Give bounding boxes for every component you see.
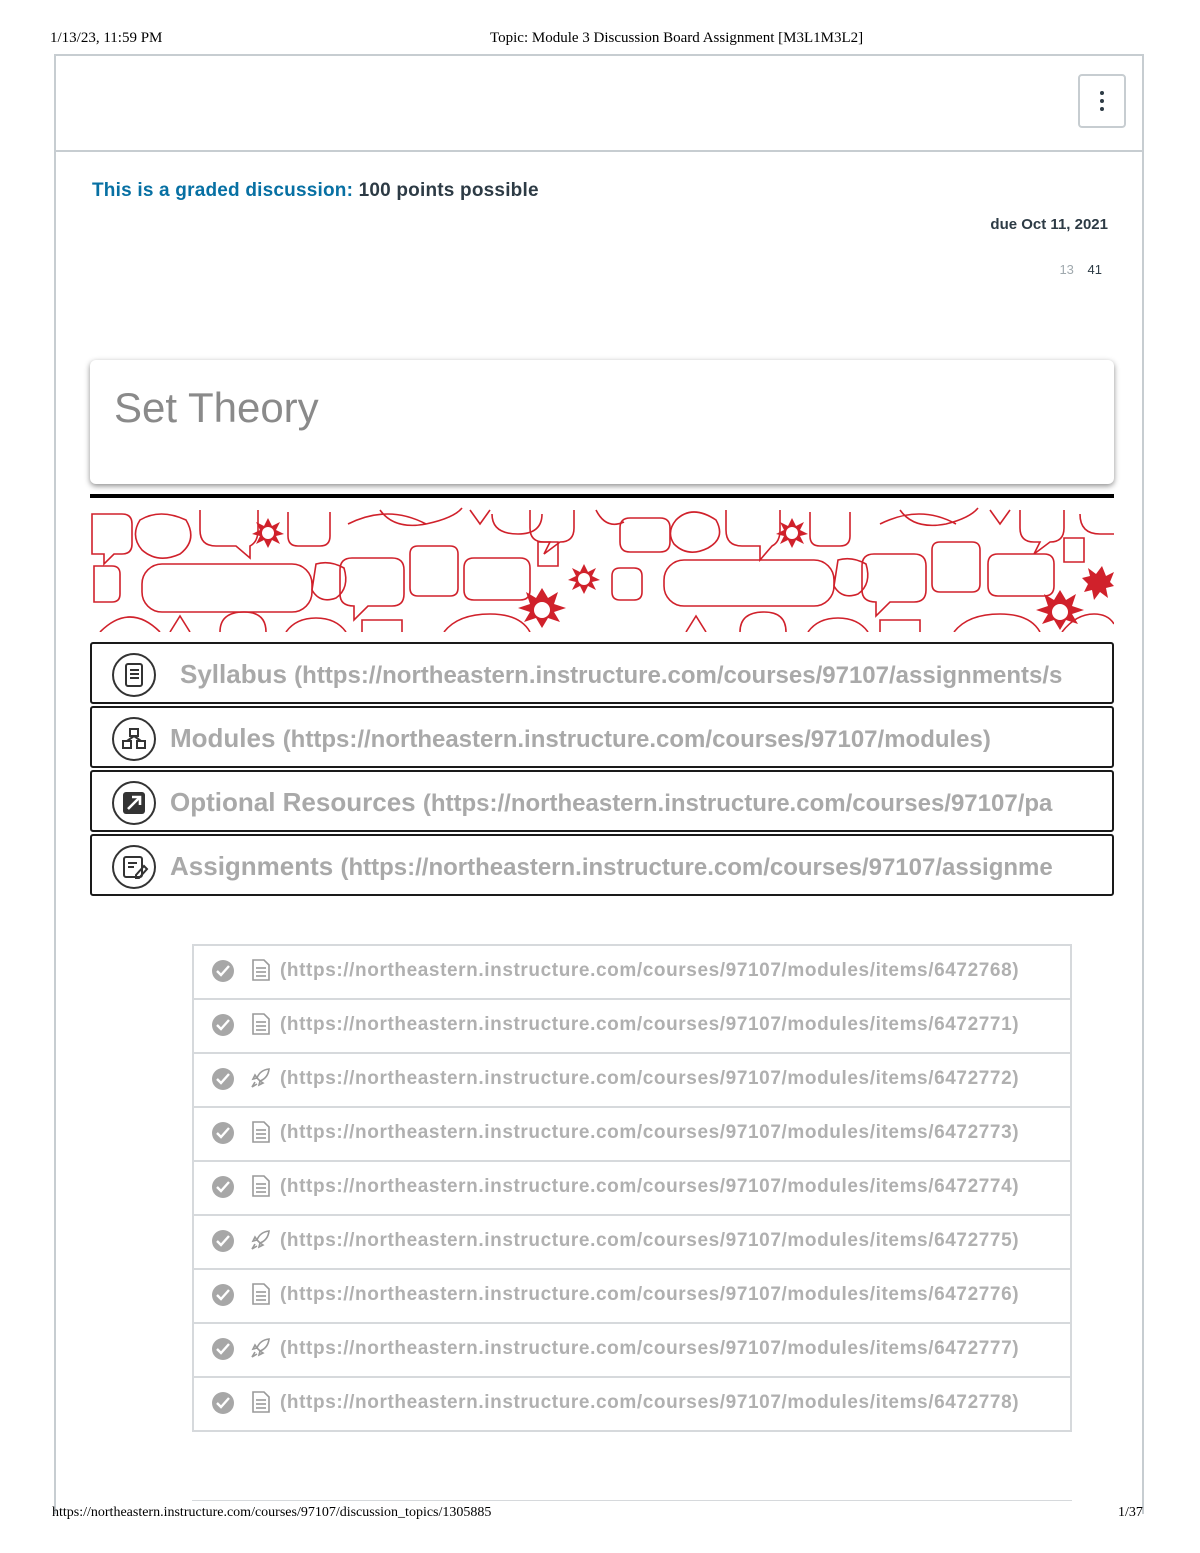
discussion-frame <box>54 54 1144 1514</box>
nav-row-text <box>180 659 1062 690</box>
reply-counts <box>1059 262 1102 277</box>
list-item[interactable] <box>192 1214 1072 1268</box>
print-title: Topic: Module 3 Discussion Board Assignment [M3L1M3L2] <box>490 30 864 46</box>
rocket-icon <box>250 1336 272 1360</box>
page-icon <box>250 1282 272 1306</box>
divider <box>192 1500 1072 1501</box>
list-item[interactable] <box>192 1322 1072 1376</box>
completed-check-icon <box>212 960 234 982</box>
graded-notice <box>92 180 539 202</box>
syllabus-icon <box>112 653 156 697</box>
completed-check-icon <box>212 1230 234 1252</box>
kebab-icon <box>1100 89 1104 113</box>
nav-url: (https://northeastern.instructure.com/courses/97107/modules) <box>282 726 991 753</box>
page-icon <box>250 1012 272 1036</box>
module-item-link[interactable]: (https://northeastern.instructure.com/courses/97107/modules/items/6472773) <box>280 1122 1020 1143</box>
discussion-toolbar <box>56 56 1142 152</box>
points-possible: 100 points possible <box>358 180 539 201</box>
module-item-link[interactable]: (https://northeastern.instructure.com/courses/97107/modules/items/6472772) <box>280 1068 1020 1089</box>
speech-bubble-banner <box>90 506 1114 632</box>
nav-label: Optional Resources <box>170 787 416 817</box>
nav-label: Assignments <box>170 851 334 881</box>
list-item[interactable] <box>192 998 1072 1052</box>
assignments-icon <box>112 845 156 889</box>
nav-optional-resources-link[interactable] <box>90 770 1114 832</box>
external-link-icon <box>112 781 156 825</box>
print-header <box>0 28 1200 50</box>
page-icon <box>250 1390 272 1414</box>
list-item[interactable] <box>192 1106 1072 1160</box>
print-url: https://northeastern.instructure.com/courses/97107/discussion_topics/1305885 <box>52 1505 492 1520</box>
due-date: due Oct 11, 2021 <box>990 216 1108 233</box>
completed-check-icon <box>212 1014 234 1036</box>
completed-check-icon <box>212 1068 234 1090</box>
page-number: 1/37 <box>1118 1505 1143 1520</box>
module-items-list <box>192 944 1072 1432</box>
module-item-link[interactable]: (https://northeastern.instructure.com/courses/97107/modules/items/6472778) <box>280 1392 1020 1413</box>
module-item-link[interactable]: (https://northeastern.instructure.com/courses/97107/modules/items/6472771) <box>280 1014 1020 1035</box>
modules-icon <box>112 717 156 761</box>
total-count: 41 <box>1087 262 1102 277</box>
divider <box>90 494 1114 498</box>
module-item-link[interactable]: (https://northeastern.instructure.com/courses/97107/modules/items/6472768) <box>280 960 1020 981</box>
module-item-link[interactable]: (https://northeastern.instructure.com/courses/97107/modules/items/6472776) <box>280 1284 1020 1305</box>
nav-url: (https://northeastern.instructure.com/courses/97107/assignments/s <box>294 662 1063 689</box>
nav-label: Modules <box>170 723 276 753</box>
nav-syllabus-link[interactable] <box>90 642 1114 704</box>
nav-url: (https://northeastern.instructure.com/courses/97107/pa <box>422 790 1053 817</box>
more-options-button[interactable] <box>1078 74 1126 128</box>
completed-check-icon <box>212 1122 234 1144</box>
nav-row-text <box>170 851 1053 882</box>
print-footer <box>0 1505 1200 1527</box>
completed-check-icon <box>212 1176 234 1198</box>
completed-check-icon <box>212 1284 234 1306</box>
nav-label: Syllabus <box>180 659 287 689</box>
unread-count: 13 <box>1059 262 1074 277</box>
rocket-icon <box>250 1228 272 1252</box>
page-icon <box>250 958 272 982</box>
page-icon <box>250 1120 272 1144</box>
list-item[interactable] <box>192 1052 1072 1106</box>
print-date: 1/13/23, 11:59 PM <box>50 30 163 46</box>
page-icon <box>250 1174 272 1198</box>
module-item-link[interactable]: (https://northeastern.instructure.com/courses/97107/modules/items/6472774) <box>280 1176 1020 1197</box>
module-item-link[interactable]: (https://northeastern.instructure.com/courses/97107/modules/items/6472777) <box>280 1338 1020 1359</box>
page-title: Set Theory <box>114 384 319 431</box>
completed-check-icon <box>212 1392 234 1414</box>
nav-row-text <box>170 723 991 754</box>
nav-assignments-link[interactable] <box>90 834 1114 896</box>
list-item[interactable] <box>192 944 1072 998</box>
nav-row-text <box>170 787 1052 818</box>
module-item-link[interactable]: (https://northeastern.instructure.com/courses/97107/modules/items/6472775) <box>280 1230 1020 1251</box>
graded-label: This is a graded discussion: <box>92 180 354 201</box>
list-item[interactable] <box>192 1268 1072 1322</box>
nav-url: (https://northeastern.instructure.com/courses/97107/assignme <box>340 854 1053 881</box>
title-card <box>90 360 1114 484</box>
list-item[interactable] <box>192 1376 1072 1432</box>
nav-modules-link[interactable] <box>90 706 1114 768</box>
list-item[interactable] <box>192 1160 1072 1214</box>
rocket-icon <box>250 1066 272 1090</box>
completed-check-icon <box>212 1338 234 1360</box>
